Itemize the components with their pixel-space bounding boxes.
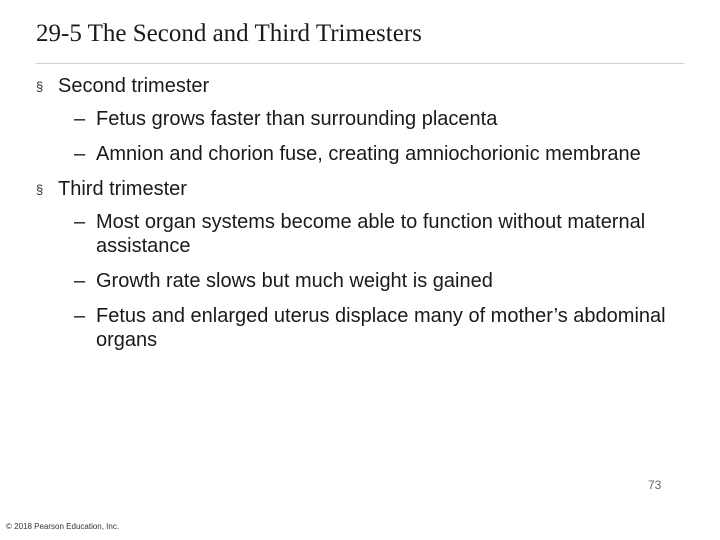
page-number: 73 [648, 478, 662, 492]
sub-bullet-item [36, 142, 686, 166]
sub-bullet-text: Fetus grows faster than surrounding placenta [96, 108, 498, 130]
copyright-notice: © 2018 Pearson Education, Inc. [6, 522, 120, 531]
bullet-third-trimester [36, 177, 686, 202]
dash-icon: – [74, 143, 86, 165]
sub-bullet-text: Fetus and enlarged uterus displace many of mother’s abdominal organs [96, 305, 666, 351]
slide-title: 29-5 The Second and Third Trimesters [36, 20, 422, 47]
bullet-group-third-trimester [36, 177, 686, 352]
sub-bullet-list [36, 210, 686, 352]
sub-bullet-text: Amnion and chorion fuse, creating amniochorionic membrane [96, 143, 641, 165]
title-divider [36, 63, 684, 64]
dash-icon: – [74, 270, 86, 292]
bullet-marker-icon: § [36, 79, 44, 94]
sub-bullet-text: Most organ systems become able to function without maternal assistance [96, 211, 646, 257]
sub-bullet-item [36, 269, 686, 293]
sub-bullet-list [36, 107, 686, 166]
bullet-text: Second trimester [58, 75, 210, 97]
dash-icon: – [74, 108, 86, 130]
sub-bullet-text: Growth rate slows but much weight is gained [96, 270, 493, 292]
bullet-marker-icon: § [36, 182, 44, 197]
sub-bullet-item [36, 210, 686, 258]
slide-content [36, 74, 686, 363]
sub-bullet-item [36, 304, 686, 352]
bullet-second-trimester [36, 74, 686, 99]
sub-bullet-item [36, 107, 686, 131]
bullet-text: Third trimester [58, 178, 187, 200]
dash-icon: – [74, 305, 86, 327]
bullet-group-second-trimester [36, 74, 686, 166]
dash-icon: – [74, 211, 86, 233]
